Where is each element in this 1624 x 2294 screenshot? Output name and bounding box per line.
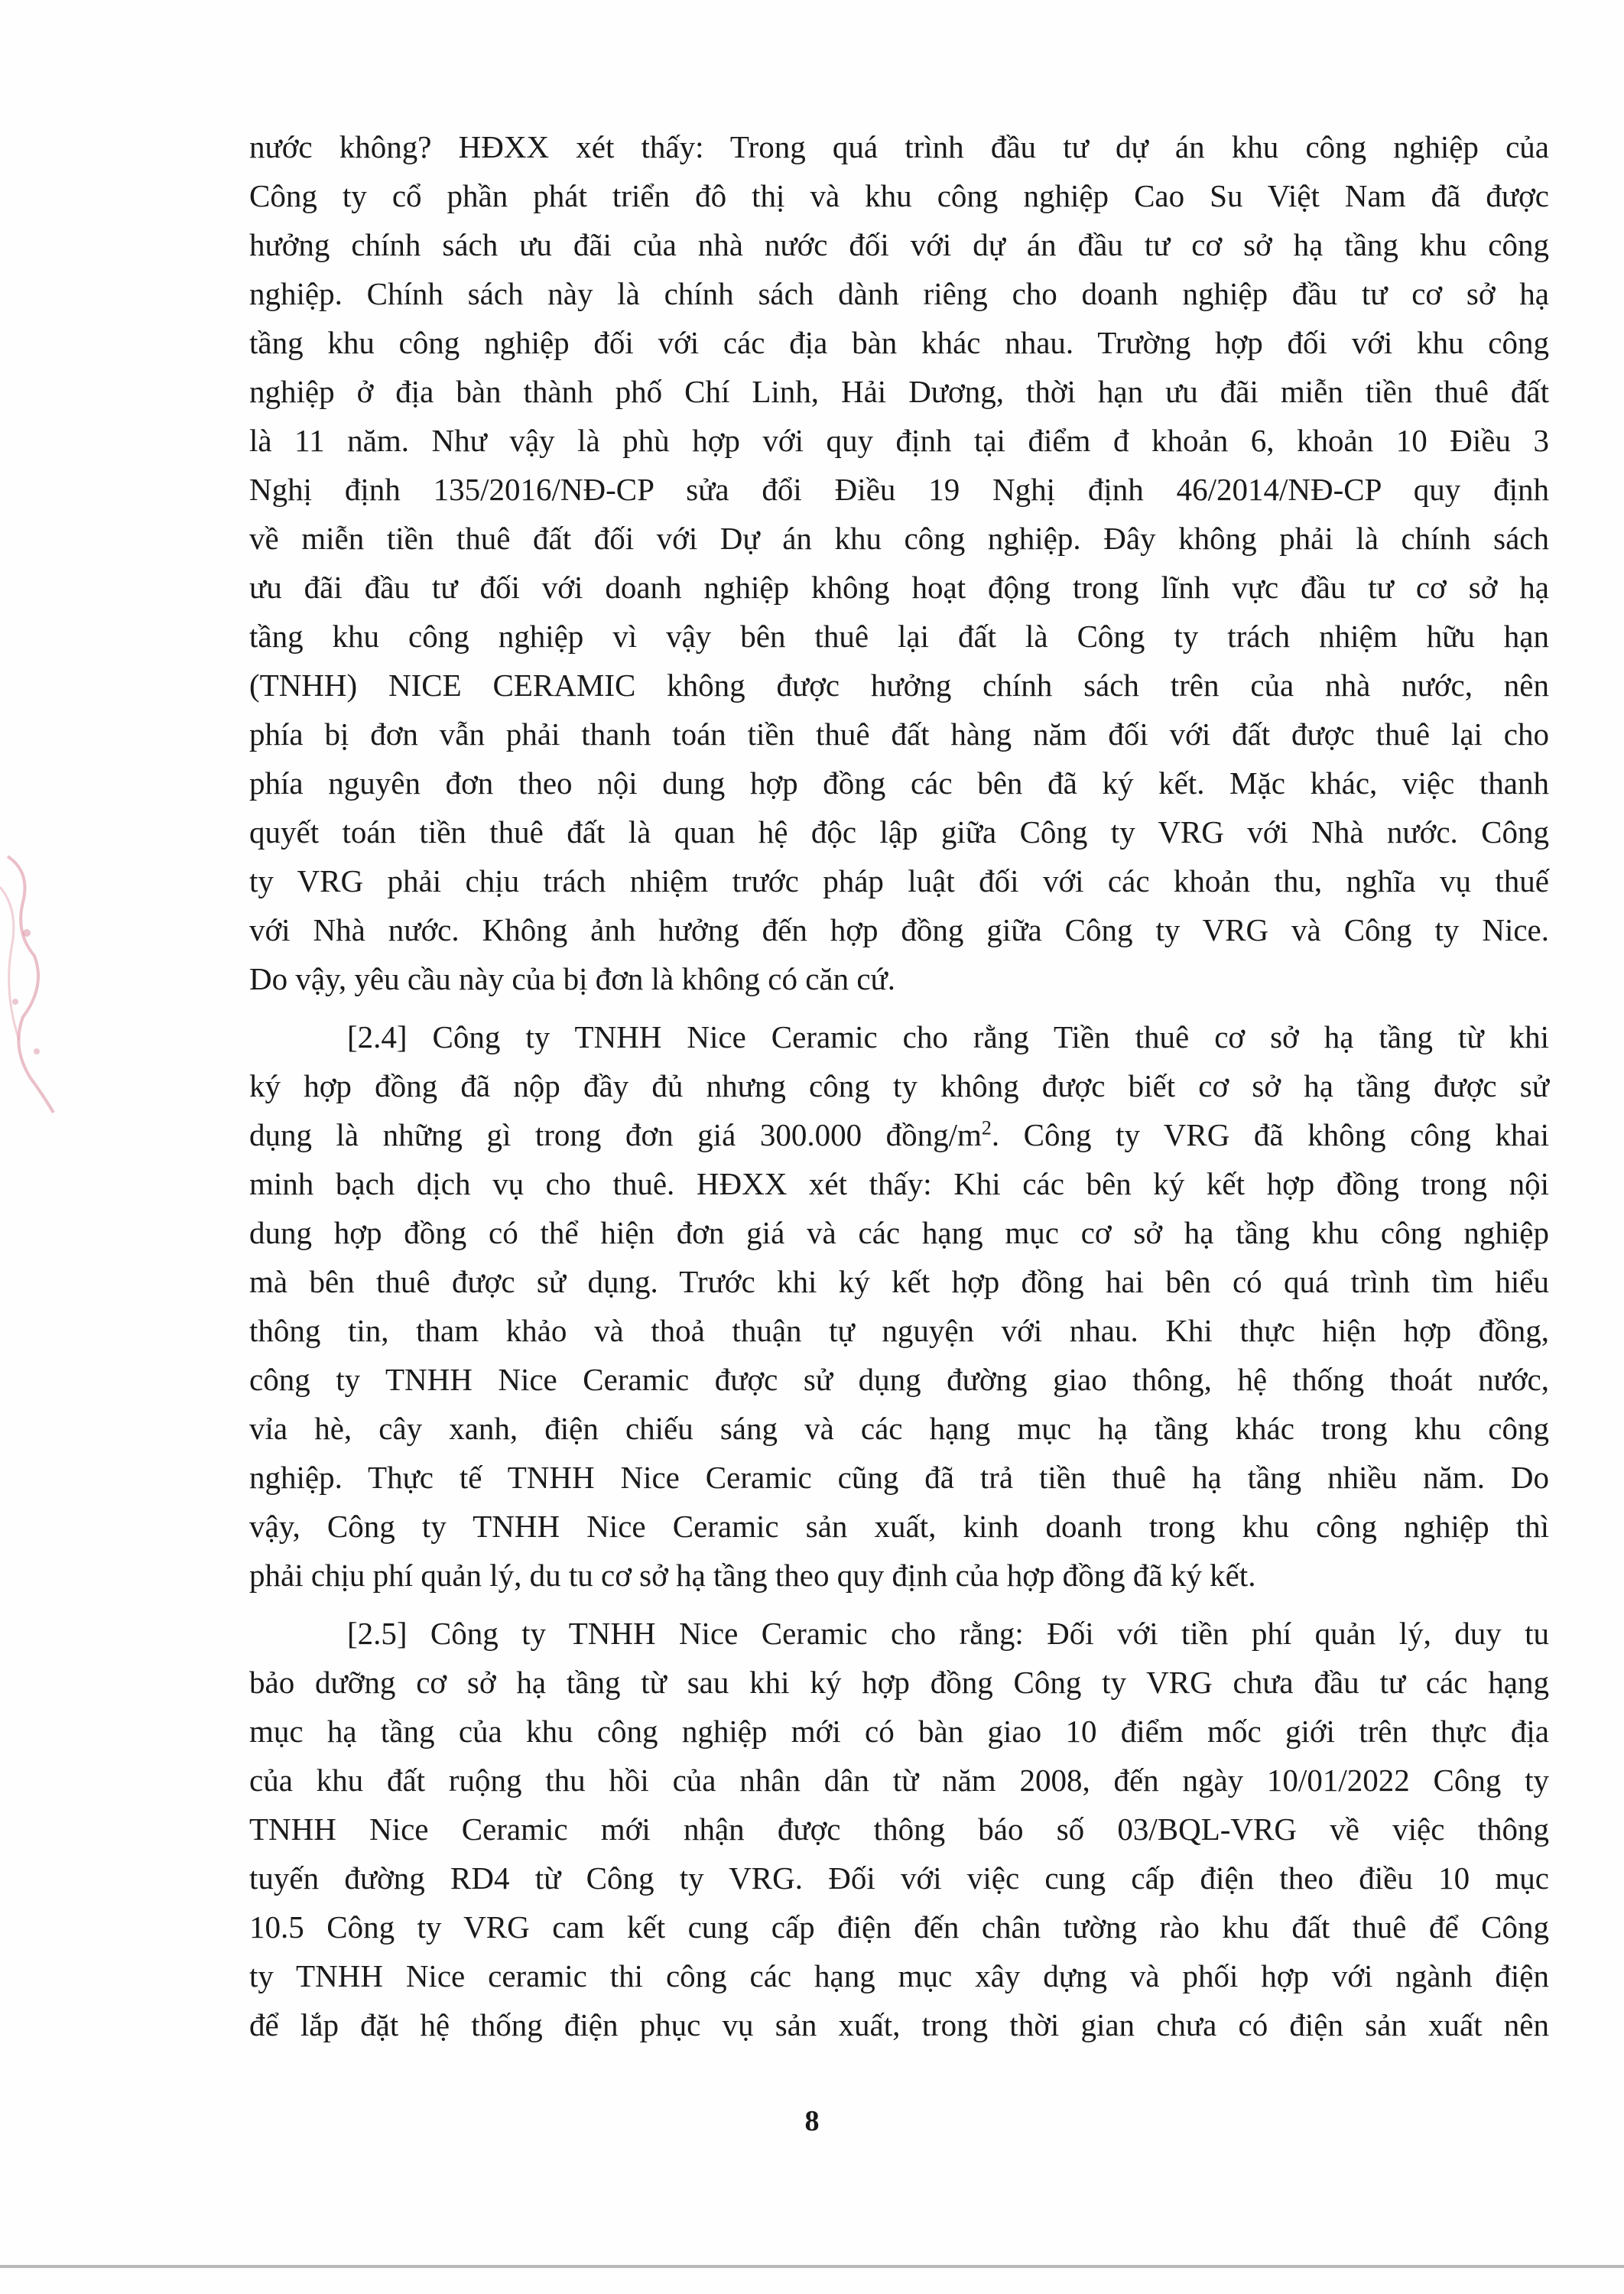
text-line: của khu đất ruộng thu hồi của nhân dân từ năm 2008, đến ngày 10/01/2022 Công ty: [249, 1763, 1549, 1798]
text-line: (TNHH) NICE CERAMIC không được hưởng chính sách trên của nhà nước, nên: [249, 668, 1549, 703]
paragraph-gap: [249, 1600, 1549, 1609]
text-line: công ty TNHH Nice Ceramic được sử dụng đường giao thông, hệ thống thoát nước,: [249, 1362, 1549, 1397]
text-line: phía bị đơn vẫn phải thanh toán tiền thuê đất hàng năm đối với đất được thuê lại cho: [249, 716, 1549, 752]
text-fragment: dụng là những gì trong đơn giá 300.000 đồng/m: [249, 1117, 982, 1152]
superscript: 2: [981, 1116, 992, 1139]
text-fragment: . Công ty VRG đã không công khai: [991, 1117, 1549, 1152]
text-line: về miễn tiền thuê đất đối với Dự án khu công nghiệp. Đây không phải là chính sách: [249, 521, 1549, 556]
red-stamp-fragment: [0, 841, 61, 1116]
text-line: hưởng chính sách ưu đãi của nhà nước đối với dự án đầu tư cơ sở hạ tầng khu công: [249, 227, 1549, 262]
paragraph-gap: [249, 1003, 1549, 1012]
text-line: với Nhà nước. Không ảnh hưởng đến hợp đồng giữa Công ty VRG và Công ty Nice.: [249, 912, 1549, 947]
text-line: để lắp đặt hệ thống điện phục vụ sản xuất, trong thời gian chưa có điện sản xuất nên: [249, 2007, 1549, 2042]
text-line: quyết toán tiền thuê đất là quan hệ độc lập giữa Công ty VRG với Nhà nước. Công: [249, 814, 1549, 850]
text-line: tuyến đường RD4 từ Công ty VRG. Đối với việc cung cấp điện theo điều 10 mục: [249, 1860, 1549, 1896]
text-line: tầng khu công nghiệp vì vậy bên thuê lại đất là Công ty trách nhiệm hữu hạn: [249, 619, 1549, 654]
text-line: ty VRG phải chịu trách nhiệm trước pháp luật đối với các khoản thu, nghĩa vụ thuế: [249, 863, 1549, 898]
text-line: [2.5] Công ty TNHH Nice Ceramic cho rằng: Đối với tiền phí quản lý, duy tu: [347, 1616, 1549, 1651]
text-line: ưu đãi đầu tư đối với doanh nghiệp không hoạt động trong lĩnh vực đầu tư cơ sở hạ: [249, 570, 1549, 605]
page-number: 8: [804, 2105, 820, 2137]
text-line: vậy, Công ty TNHH Nice Ceramic sản xuất, kinh doanh trong khu công nghiệp thì: [249, 1509, 1549, 1544]
text-line: dung hợp đồng có thể hiện đơn giá và các hạng mục cơ sở hạ tầng khu công nghiệp: [249, 1215, 1549, 1250]
text-line: Do vậy, yêu cầu này của bị đơn là không có căn cứ.: [249, 961, 896, 996]
text-line: phải chịu phí quản lý, du tu cơ sở hạ tầng theo quy định của hợp đồng đã ký kết.: [249, 1558, 1256, 1593]
text-line: minh bạch dịch vụ cho thuê. HĐXX xét thấy: Khi các bên ký kết hợp đồng trong nội: [249, 1166, 1549, 1201]
text-line: thông tin, tham khảo và thoả thuận tự nguyện với nhau. Khi thực hiện hợp đồng,: [249, 1313, 1549, 1348]
text-line: là 11 năm. Như vậy là phù hợp với quy định tại điểm đ khoản 6, khoản 10 Điều 3: [249, 423, 1549, 458]
text-line: vỉa hè, cây xanh, điện chiếu sáng và các hạng mục hạ tầng khác trong khu công: [249, 1411, 1549, 1446]
scan-edge-divider: [0, 2265, 1624, 2268]
text-line: nghiệp. Chính sách này là chính sách dành riêng cho doanh nghiệp đầu tư cơ sở hạ: [249, 276, 1549, 311]
text-line: tầng khu công nghiệp đối với các địa bàn khác nhau. Trường hợp đối với khu công: [249, 325, 1549, 360]
text-line: mà bên thuê được sử dụng. Trước khi ký kết hợp đồng hai bên có quá trình tìm hiểu: [249, 1264, 1549, 1299]
text-line: bảo dưỡng cơ sở hạ tầng từ sau khi ký hợp đồng Công ty VRG chưa đầu tư các hạng: [249, 1665, 1549, 1700]
text-line: mục hạ tầng của khu công nghiệp mới có bàn giao 10 điểm mốc giới trên thực địa: [249, 1714, 1549, 1749]
text-line: nước không? HĐXX xét thấy: Trong quá trình đầu tư dự án khu công nghiệp của: [249, 129, 1549, 164]
text-line-with-superscript: [249, 1110, 1549, 1159]
body-text: [249, 122, 1549, 2049]
text-line: ty TNHH Nice ceramic thi công các hạng mục xây dựng và phối hợp với ngành điện: [249, 1958, 1549, 1993]
text-line: nghiệp ở địa bàn thành phố Chí Linh, Hải Dương, thời hạn ưu đãi miễn tiền thuê đất: [249, 374, 1549, 409]
text-line: TNHH Nice Ceramic mới nhận được thông báo số 03/BQL-VRG về việc thông: [249, 1811, 1549, 1847]
text-line: Nghị định 135/2016/NĐ-CP sửa đổi Điều 19 Nghị định 46/2014/NĐ-CP quy định: [249, 472, 1549, 507]
text-line: 10.5 Công ty VRG cam kết cung cấp điện đến chân tường rào khu đất thuê để Công: [249, 1909, 1549, 1945]
text-line: phía nguyên đơn theo nội dung hợp đồng các bên đã ký kết. Mặc khác, việc thanh: [249, 765, 1549, 801]
text-line: ký hợp đồng đã nộp đầy đủ nhưng công ty không được biết cơ sở hạ tầng được sử: [249, 1068, 1549, 1103]
text-line: nghiệp. Thực tế TNHH Nice Ceramic cũng đã trả tiền thuê hạ tầng nhiều năm. Do: [249, 1460, 1549, 1495]
text-line: [2.4] Công ty TNHH Nice Ceramic cho rằng Tiền thuê cơ sở hạ tầng từ khi: [347, 1019, 1549, 1054]
text-line: Công ty cổ phần phát triển đô thị và khu công nghiệp Cao Su Việt Nam đã được: [249, 178, 1549, 213]
